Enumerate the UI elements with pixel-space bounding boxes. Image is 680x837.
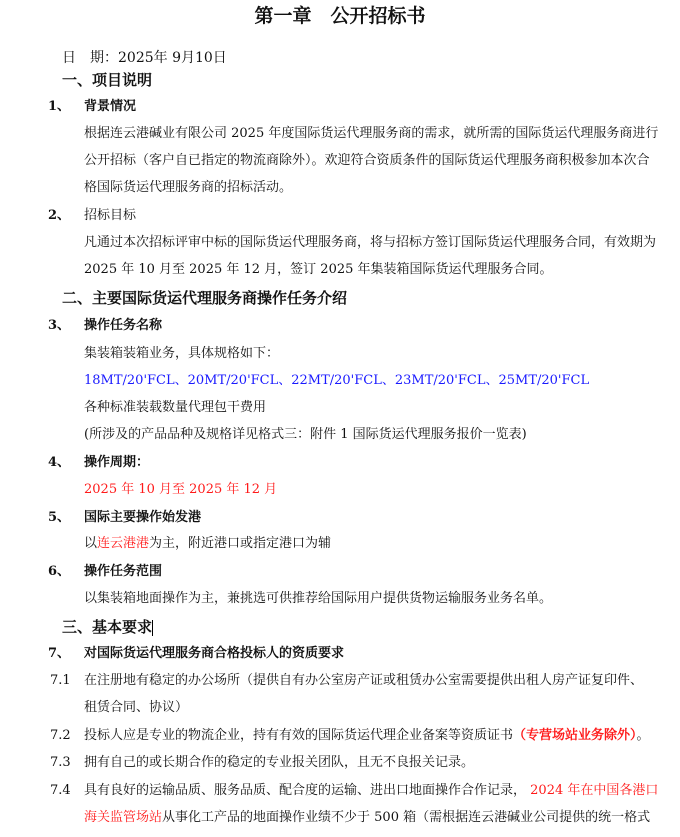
sub-number: 7.1 xyxy=(50,673,71,688)
red-highlight: 2024 年在中国各港口 xyxy=(530,783,659,798)
item-title: 国际主要操作始发港 xyxy=(84,510,202,525)
sub-number: 7.2 xyxy=(50,728,71,743)
paragraph-line: 拥有自己的或长期合作的稳定的专业报关团队，且无不良报关记录。 xyxy=(84,755,475,770)
item-title: 操作任务范围 xyxy=(84,564,163,579)
paragraph-line: 以集装箱地面操作为主，兼挑选可供推荐给国际用户提供货物运输服务业务名单。 xyxy=(84,591,553,606)
item-title: 操作周期： xyxy=(84,455,150,470)
paragraph-line xyxy=(84,535,331,553)
item-number: 7、 xyxy=(48,646,71,661)
sub-number: 7.3 xyxy=(50,755,71,770)
item-number: 3、 xyxy=(48,318,71,333)
paragraph-line xyxy=(84,809,650,827)
item-number: 5、 xyxy=(48,510,71,525)
section-heading-1: 一、项目说明 xyxy=(62,71,153,89)
item-number: 1、 xyxy=(48,99,71,114)
paragraph-line: 凡通过本次招标评审中标的国际货运代理服务商，将与招标方签订国际货运代理服务合同，有效期为 xyxy=(84,235,657,250)
text-segment: 。 xyxy=(636,728,650,743)
sub-number: 7.4 xyxy=(50,783,71,798)
item-number: 6、 xyxy=(48,564,71,579)
section-heading-2: 二、主要国际货运代理服务商操作任务介绍 xyxy=(62,289,348,307)
paragraph-line: (所涉及的产品品种及规格详见格式三：附件 1 国际货运代理服务报价一览表) xyxy=(84,427,527,442)
paragraph-line: 集装箱装箱业务，具体规格如下： xyxy=(84,346,280,361)
heading-text: 三、基本要求 xyxy=(62,618,153,636)
period-text: 2025 年 10 月至 2025 年 12 月 xyxy=(84,482,278,497)
spec-list: 18MT/20'FCL、20MT/20'FCL、22MT/20'FCL、23MT/20'FCL、25MT/20'FCL xyxy=(84,373,590,388)
text-segment: 为主，附近港口或指定港口为辅 xyxy=(149,536,332,551)
paragraph-line: 租赁合同、协议） xyxy=(84,700,189,715)
item-number: 2、 xyxy=(48,208,71,223)
text-segment: 以 xyxy=(84,536,98,551)
paragraph-line xyxy=(84,782,658,800)
exception-highlight: （专营场站业务除外） xyxy=(513,728,637,743)
item-number: 4、 xyxy=(48,455,71,470)
red-highlight: 海关监管场站 xyxy=(84,810,163,825)
page-title: 第一章 公开招标书 xyxy=(254,5,426,27)
text-segment: 投标人应是专业的物流企业，持有有效的国际货运代理企业备案等资质证书 xyxy=(84,728,514,743)
paragraph-line: 公开招标（客户自已指定的物流商除外）。欢迎符合资质条件的国际货运代理服务商积极参加本次合 xyxy=(84,153,650,168)
item-title: 招标目标 xyxy=(84,208,137,223)
paragraph-line xyxy=(84,727,650,745)
item-title: 背景情况 xyxy=(84,99,137,114)
paragraph-line: 各种标准装载数量代理包干费用 xyxy=(84,400,267,415)
paragraph-line: 格国际货运代理服务商的招标活动。 xyxy=(84,180,293,195)
paragraph-line: 根据连云港碱业有限公司 2025 年度国际货运代理服务商的需求，就所需的国际货运代理服务商进行 xyxy=(84,126,659,141)
section-heading-3[interactable] xyxy=(62,618,153,636)
date-line: 日 期：2025年 9月10日 xyxy=(62,50,227,66)
port-highlight: 连云港港 xyxy=(97,536,150,551)
text-segment: 从事化工产品的地面操作业绩不少于 500 箱（需根据连云港碱业公司提供的统一格式 xyxy=(162,810,651,825)
text-cursor xyxy=(152,620,153,636)
paragraph-line: 在注册地有稳定的办公场所（提供自有办公室房产证或租赁办公室需要提供出租人房产证复印件、 xyxy=(84,673,644,688)
item-title: 操作任务名称 xyxy=(84,318,163,333)
item-title: 对国际货运代理服务商合格投标人的资质要求 xyxy=(84,646,345,661)
paragraph-line: 2025 年 10 月至 2025 年 12 月，签订 2025 年集装箱国际货运代理服务合同。 xyxy=(84,262,553,277)
text-segment: 具有良好的运输品质、服务品质、配合度的运输、进出口地面操作合作记录， xyxy=(84,783,527,798)
